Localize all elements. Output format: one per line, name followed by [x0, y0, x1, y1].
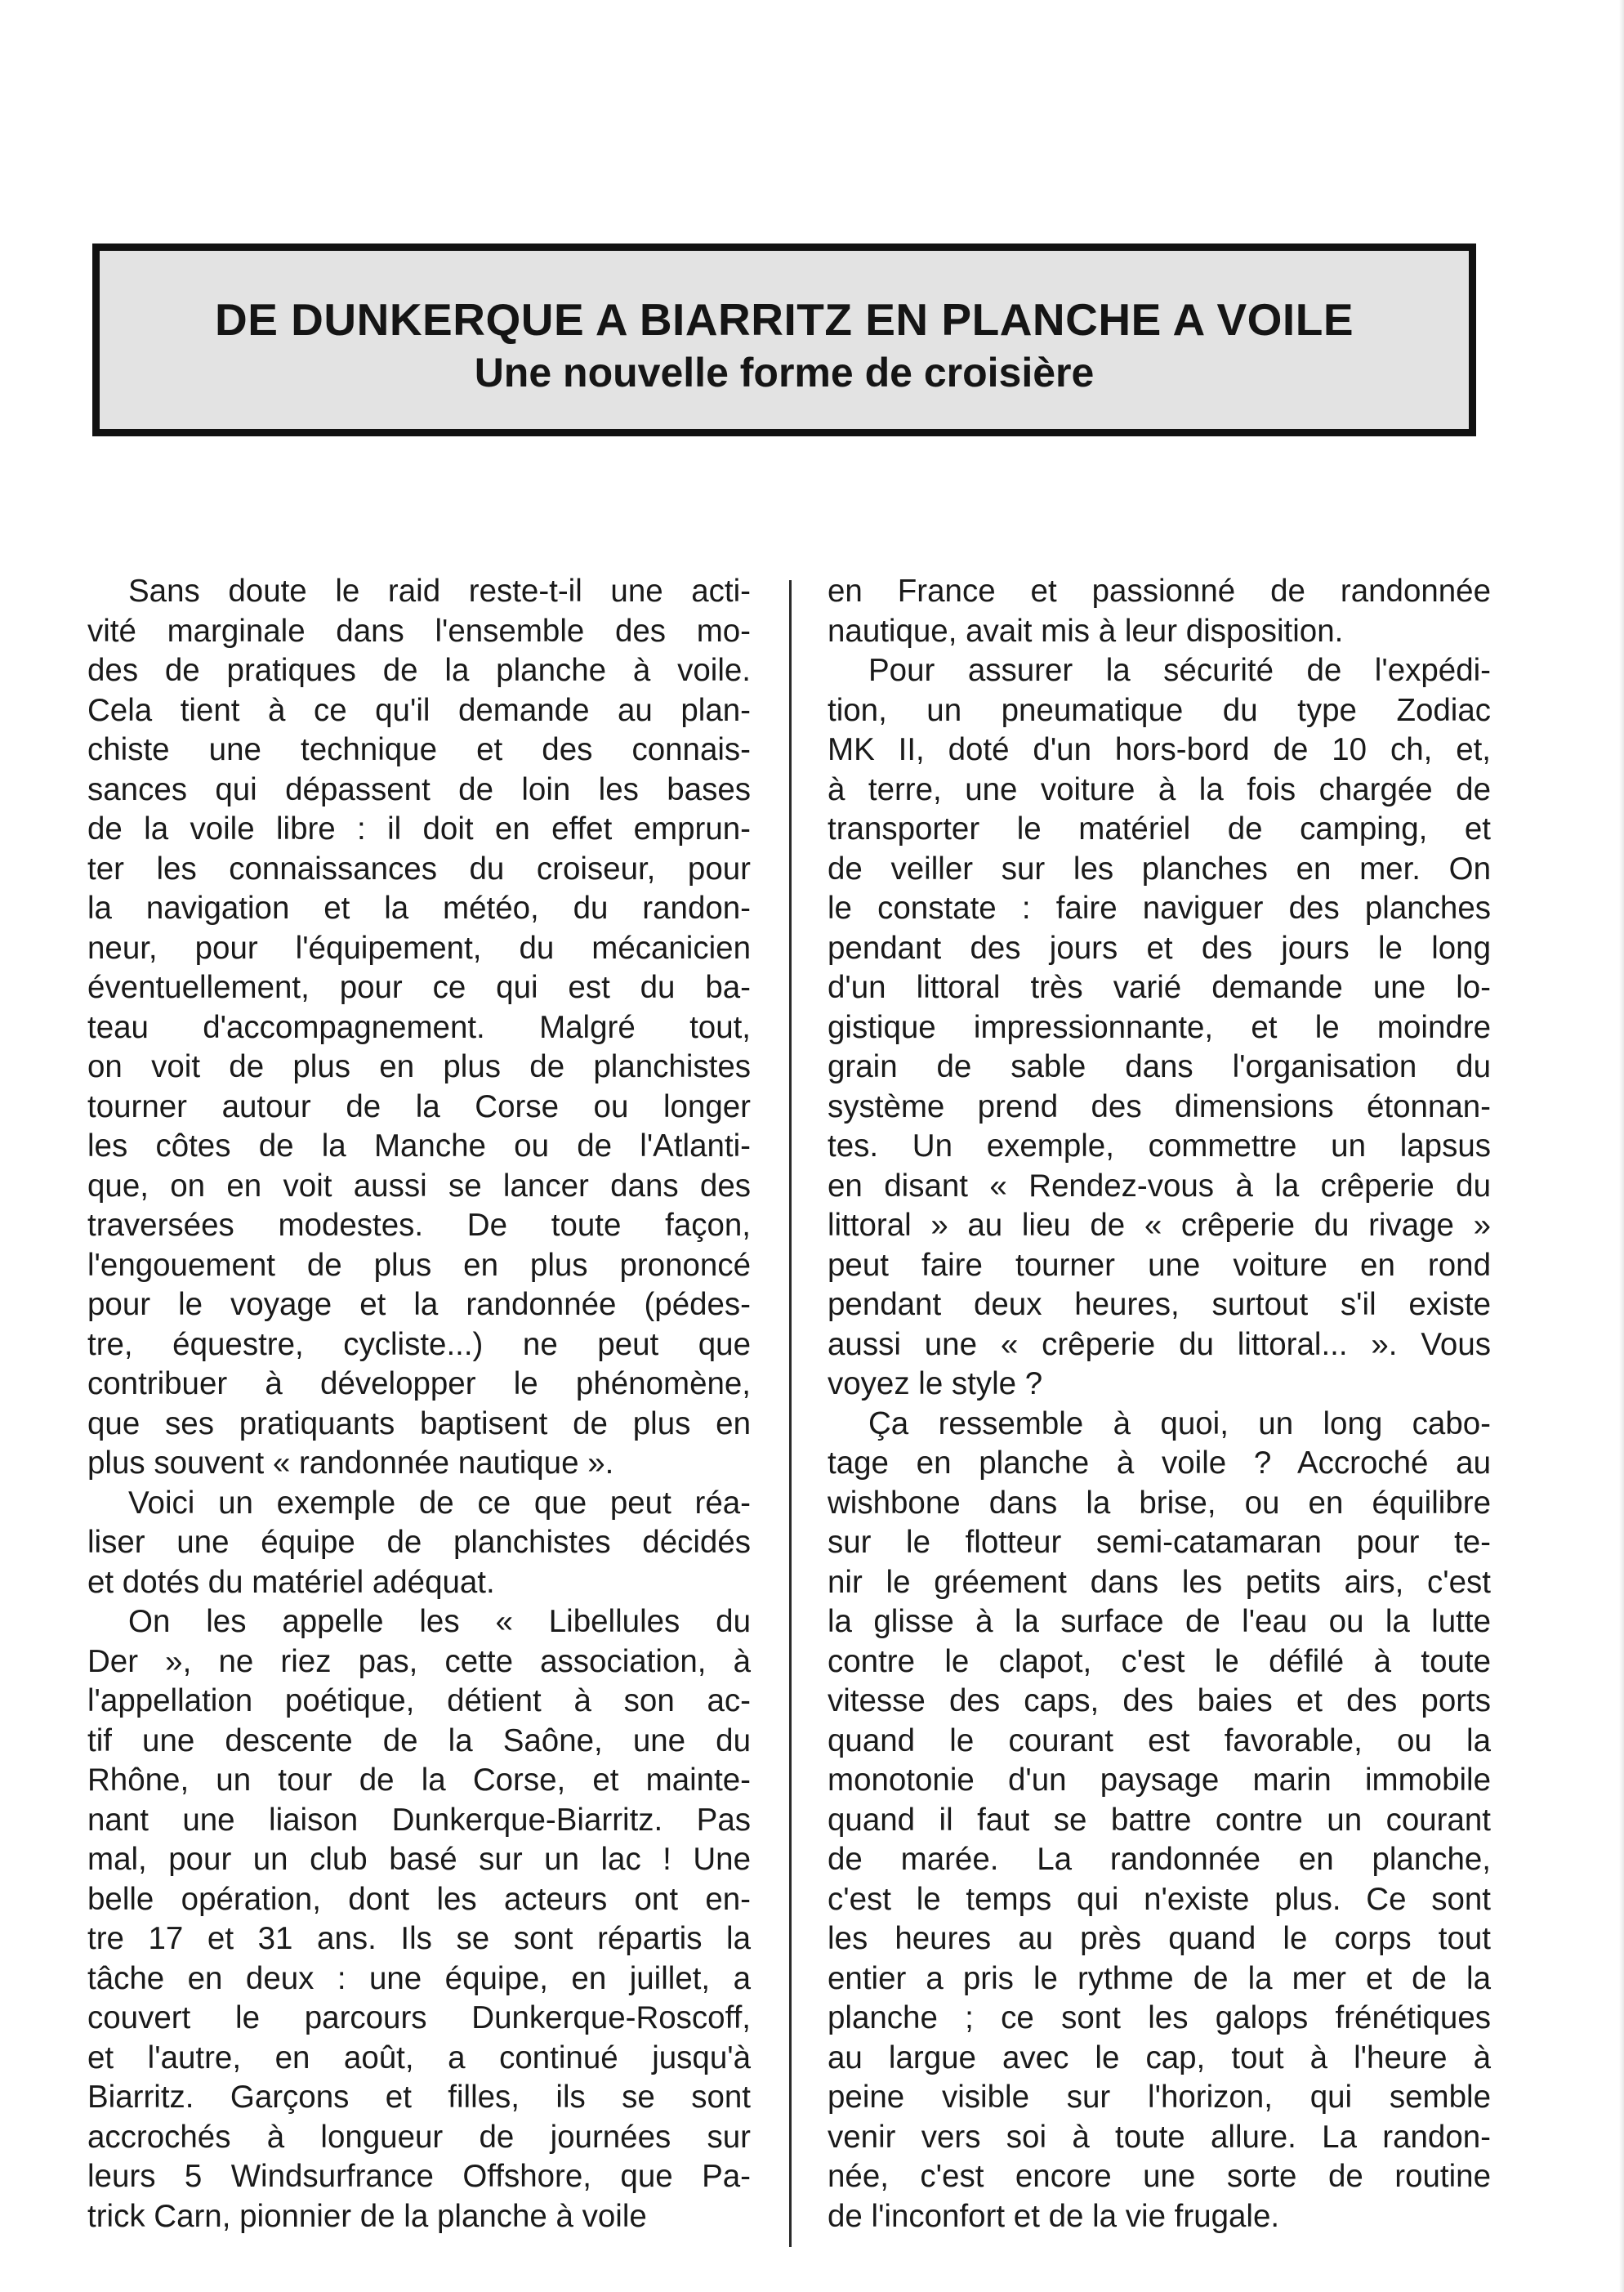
paragraph: [87, 1602, 751, 2236]
text-line: éventuellement, pour ce qui est du ba-: [87, 970, 751, 1005]
text-line: Voici un exemple de ce que peut réa-: [128, 1485, 751, 1521]
text-line: la glisse à la surface de l'eau ou la lutte: [828, 1604, 1491, 1639]
text-line: mal, pour un club basé sur un lac ! Une: [87, 1842, 751, 1877]
text-line: contribuer à développer le phénomène,: [87, 1366, 751, 1401]
text-line: neur, pour l'équipement, du mécanicien: [87, 930, 751, 966]
text-line: plus souvent « randonnée nautique ».: [87, 1445, 614, 1481]
text-line: accrochés à longueur de journées sur: [87, 2119, 751, 2155]
text-line: nant une liaison Dunkerque-Biarritz. Pas: [87, 1802, 751, 1838]
text-line: tage en planche à voile ? Accroché au: [828, 1445, 1491, 1481]
text-line: wishbone dans la brise, ou en équilibre: [828, 1485, 1491, 1521]
text-line: On les appelle les « Libellules du: [128, 1604, 751, 1639]
text-line: au largue avec le cap, tout à l'heure à: [828, 2040, 1491, 2075]
text-line: trick Carn, pionnier de la planche à voile: [87, 2198, 647, 2234]
text-line: Biarritz. Garçons et filles, ils se sont: [87, 2080, 751, 2115]
text-line: de veiller sur les planches en mer. On: [828, 851, 1491, 887]
text-line: en France et passionné de randonnée: [828, 574, 1491, 609]
text-line: de marée. La randonnée en planche,: [828, 1842, 1491, 1877]
text-line: littoral » au lieu de « crêperie du rivage »: [828, 1208, 1491, 1243]
paragraph: [87, 1484, 751, 1603]
text-line: tre, équestre, cycliste...) ne peut que: [87, 1326, 751, 1362]
text-line: peine visible sur l'horizon, qui semble: [828, 2080, 1491, 2115]
text-line: venir vers soi à toute allure. La randon-: [828, 2119, 1491, 2155]
paragraph: [87, 572, 751, 1484]
text-line: traversées modestes. De toute façon,: [87, 1208, 751, 1243]
text-line: monotonie d'un paysage marin immobile: [828, 1763, 1491, 1798]
text-line: nir le gréement dans les petits airs, c'est: [828, 1564, 1491, 1600]
text-line: sances qui dépassent de loin les bases: [87, 771, 751, 807]
text-line: les heures au près quand le corps tout: [828, 1921, 1491, 1956]
text-line: nautique, avait mis à leur disposition.: [828, 613, 1344, 649]
text-line: c'est le temps qui n'existe plus. Ce sont: [828, 1881, 1491, 1917]
text-line: pendant des jours et des jours le long: [828, 930, 1491, 966]
text-line: quand il faut se battre contre un courant: [828, 1802, 1491, 1838]
text-line: gistique impressionnante, et le moindre: [828, 1009, 1491, 1045]
text-line: entier a pris le rythme de la mer et de la: [828, 1960, 1491, 1996]
text-line: contre le clapot, c'est le défilé à toute: [828, 1643, 1491, 1679]
text-line: de l'inconfort et de la vie frugale.: [828, 2198, 1280, 2234]
text-line: leurs 5 Windsurfrance Offshore, que Pa-: [87, 2159, 751, 2194]
text-line: Rhône, un tour de la Corse, et mainte-: [87, 1763, 751, 1798]
text-line: sur le flotteur semi-catamaran pour te-: [828, 1525, 1491, 1560]
article-title: DE DUNKERQUE A BIARRITZ EN PLANCHE A VOILE: [214, 294, 1354, 345]
text-line: que, on en voit aussi se lancer dans des: [87, 1168, 751, 1204]
scan-edge: [1619, 0, 1624, 2292]
text-line: système prend des dimensions étonnan-: [828, 1088, 1491, 1124]
text-line: teau d'accompagnement. Malgré tout,: [87, 1009, 751, 1045]
text-line: les côtes de la Manche ou de l'Atlanti-: [87, 1128, 751, 1164]
text-column-right: [828, 572, 1491, 2236]
article-subtitle: Une nouvelle forme de croisière: [474, 350, 1095, 395]
text-line: quand le courant est favorable, ou la: [828, 1722, 1491, 1758]
text-line: transporter le matériel de camping, et: [828, 811, 1491, 847]
text-line: Der », ne riez pas, cette association, à: [87, 1643, 751, 1679]
title-box: [92, 243, 1476, 436]
text-line: l'appellation poétique, détient à son ac-: [87, 1683, 751, 1718]
text-line: couvert le parcours Dunkerque-Roscoff,: [87, 2000, 751, 2035]
text-line: on voit de plus en plus de planchistes: [87, 1049, 751, 1084]
text-line: vitesse des caps, des baies et des ports: [828, 1683, 1491, 1718]
paragraph: [828, 1405, 1491, 2237]
text-line: voyez le style ?: [828, 1366, 1043, 1401]
text-line: d'un littoral très varié demande une lo-: [828, 970, 1491, 1005]
text-line: liser une équipe de planchistes décidés: [87, 1525, 751, 1560]
text-line: MK II, doté d'un hors-bord de 10 ch, et,: [828, 732, 1491, 767]
text-line: Ça ressemble à quoi, un long cabo-: [868, 1405, 1491, 1441]
text-line: tif une descente de la Saône, une du: [87, 1722, 751, 1758]
text-line: des de pratiques de la planche à voile.: [87, 653, 751, 688]
text-line: Pour assurer la sécurité de l'expédi-: [868, 653, 1491, 688]
text-line: pour le voyage et la randonnée (pédes-: [87, 1287, 751, 1322]
text-line: vité marginale dans l'ensemble des mo-: [87, 613, 751, 649]
text-line: et l'autre, en août, a continué jusqu'à: [87, 2040, 751, 2075]
text-line: chiste une technique et des connais-: [87, 732, 751, 767]
text-line: Sans doute le raid reste-t-il une acti-: [128, 574, 751, 609]
text-line: tes. Un exemple, commettre un lapsus: [828, 1128, 1491, 1164]
paragraph: [828, 572, 1491, 651]
paragraph: [828, 651, 1491, 1405]
text-line: tâche en deux : une équipe, en juillet, a: [87, 1960, 751, 1996]
text-line: en disant « Rendez-vous à la crêperie du: [828, 1168, 1491, 1204]
text-line: tourner autour de la Corse ou longer: [87, 1088, 751, 1124]
text-line: à terre, une voiture à la fois chargée de: [828, 771, 1491, 807]
text-line: tre 17 et 31 ans. Ils se sont répartis la: [87, 1921, 751, 1956]
text-line: ter les connaissances du croiseur, pour: [87, 851, 751, 887]
text-line: peut faire tourner une voiture en rond: [828, 1247, 1491, 1283]
text-line: née, c'est encore une sorte de routine: [828, 2159, 1491, 2194]
text-line: grain de sable dans l'organisation du: [828, 1049, 1491, 1084]
text-line: de la voile libre : il doit en effet emprun-: [87, 811, 751, 847]
text-line: Cela tient à ce qu'il demande au plan-: [87, 692, 751, 728]
text-line: que ses pratiquants baptisent de plus en: [87, 1405, 751, 1441]
text-line: tion, un pneumatique du type Zodiac: [828, 692, 1491, 728]
text-line: et dotés du matériel adéquat.: [87, 1564, 495, 1600]
column-divider: [789, 580, 792, 2247]
text-line: belle opération, dont les acteurs ont en-: [87, 1881, 751, 1917]
text-line: planche ; ce sont les galops frénétiques: [828, 2000, 1491, 2035]
text-column-left: [87, 572, 751, 2236]
text-line: aussi une « crêperie du littoral... ». Vous: [828, 1326, 1491, 1362]
text-line: la navigation et la météo, du randon-: [87, 891, 751, 926]
text-line: le constate : faire naviguer des planches: [828, 891, 1491, 926]
text-line: l'engouement de plus en plus prononcé: [87, 1247, 751, 1283]
text-line: pendant deux heures, surtout s'il existe: [828, 1287, 1491, 1322]
